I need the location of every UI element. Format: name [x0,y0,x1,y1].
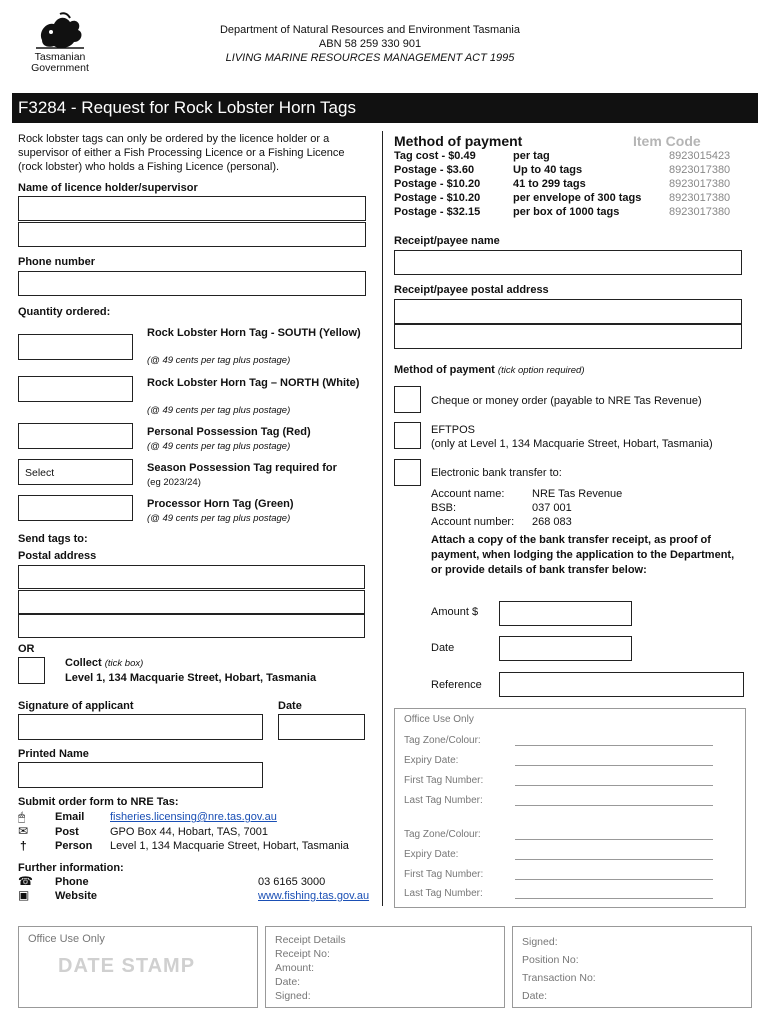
price-desc-4: per envelope of 300 tags [513,192,642,204]
tasmanian-government-logo [20,12,100,77]
price-label-2: Postage - $3.60 [394,164,475,176]
method-label: Method of payment [394,364,495,376]
signed-line: Transaction No: [522,972,596,984]
office-field-b-4: Last Tag Number: [404,888,483,899]
mouse-icon: 🖱 [18,810,26,824]
office-field-a-2: Expiry Date: [404,755,459,766]
option-cheque-label: Cheque or money order (payable to NRE Tas Revenue) [431,395,702,407]
postal-input-line-2[interactable] [18,590,365,614]
signature-date-input[interactable] [278,714,365,740]
receipt-line: Receipt No: [275,948,330,960]
tag-personal-note: (@ 49 cents per tag plus postage) [147,441,291,452]
qty-processor-input[interactable] [18,495,133,521]
signature-input[interactable] [18,714,263,740]
price-code-5: 8923017380 [669,206,731,218]
name-input-line-1[interactable] [18,196,366,221]
reference-input[interactable] [499,672,744,697]
printed-name-label: Printed Name [18,748,89,760]
office-line [515,745,713,746]
tag-processor-title: Processor Horn Tag (Green) [147,498,294,510]
amount-input[interactable] [499,601,632,626]
submit-label: Submit order form to NRE Tas: [18,796,179,808]
payee-name-label: Receipt/payee name [394,235,500,247]
gov-name-line-2: Government [31,62,89,74]
person-label: Person [55,840,93,852]
telephone-icon: ☎ [18,874,33,888]
payee-address-input-1[interactable] [394,299,742,324]
collect-address: Level 1, 134 Macquarie Street, Hobart, Tasmania [65,672,317,684]
email-label: Email [55,811,85,823]
tag-south-title: Rock Lobster Horn Tag - SOUTH (Yellow) [147,327,361,339]
act-name: LIVING MARINE RESOURCES MANAGEMENT ACT 1995 [225,52,515,64]
price-desc-5: per box of 1000 tags [513,206,620,218]
signature-date-label: Date [278,700,302,712]
transfer-date-input[interactable] [499,636,632,661]
season-select[interactable]: Select [18,459,133,485]
further-info-label: Further information: [18,862,124,874]
signed-details-list [522,933,596,1005]
option-bank-label: Electronic bank transfer to: [431,467,562,479]
price-label-5: Postage - $32.15 [394,206,481,218]
name-input-line-2[interactable] [18,222,366,247]
account-number-value: 268 083 [532,516,572,528]
column-divider [382,131,383,906]
option-eftpos-label: EFTPOS [431,424,476,436]
tag-season-note: (eg 2023/24) [147,477,201,488]
qty-south-input[interactable] [18,334,133,360]
transfer-date-label: Date [431,642,455,654]
tag-north-title: Rock Lobster Horn Tag – NORTH (White) [147,377,360,389]
office-use-title: Office Use Only [404,714,474,725]
send-tags-label: Send tags to: [18,533,88,545]
price-label-1: Tag cost - $0.49 [394,150,476,162]
price-desc-1: per tag [513,150,550,162]
office-line [515,785,713,786]
option-eftpos-note: (only at Level 1, 134 Macquarie Street, Hobart, Tasmania) [431,438,713,450]
tag-north-note: (@ 49 cents per tag plus postage) [147,405,291,416]
phone-info-value: 03 6165 3000 [258,876,326,888]
price-code-4: 8923017380 [669,192,731,204]
amount-label: Amount $ [431,606,479,618]
office-field-b-1: Tag Zone/Colour: [404,829,481,840]
office-line [515,805,713,806]
office-field-a-1: Tag Zone/Colour: [404,735,481,746]
postal-input-line-1[interactable] [18,565,365,589]
email-link[interactable]: fisheries.licensing@nre.tas.gov.au [110,811,277,823]
attach-note: Attach a copy of the bank transfer receipt, as proof of payment, when lodging the application to the Department, or provide details of bank transfer below: [431,534,735,576]
price-desc-2: Up to 40 tags [513,164,583,176]
payee-address-label: Receipt/payee postal address [394,284,549,296]
office-field-a-4: Last Tag Number: [404,795,483,806]
item-code-heading: Item Code [633,133,701,149]
name-label: Name of licence holder/supervisor [18,182,198,194]
intro-text: Rock lobster tags can only be ordered by the licence holder or a supervisor of either a Fish Processing Licence or a Fishing Licence (rock lobster) who holds a Fishing Licence (personal). [18,133,345,173]
quantity-label: Quantity ordered: [18,306,111,318]
phone-info-label: Phone [55,876,89,888]
eftpos-checkbox[interactable] [394,422,421,449]
qty-personal-input[interactable] [18,423,133,449]
receipt-line: Receipt Details [275,934,346,946]
office-field-b-2: Expiry Date: [404,849,459,860]
post-label: Post [55,826,79,838]
form-title: F3284 - Request for Rock Lobster Horn Tags [12,93,758,123]
price-code-2: 8923017380 [669,164,731,176]
office-field-a-3: First Tag Number: [404,775,484,786]
department-name: Department of Natural Resources and Environment Tasmania [219,24,520,36]
office-line [515,765,713,766]
gov-name-line-1: Tasmanian [34,51,86,63]
qty-north-input[interactable] [18,376,133,402]
bsb-value: 037 001 [532,502,572,514]
collect-checkbox[interactable] [18,657,45,684]
person-icon: † [20,839,27,853]
price-desc-3: 41 to 299 tags [513,178,586,190]
postal-input-line-3[interactable] [18,614,365,638]
account-name-label: Account name: [431,488,505,500]
reference-label: Reference [431,679,482,691]
or-label: OR [18,643,35,655]
office-field-b-3: First Tag Number: [404,869,484,880]
payment-heading: Method of payment [394,133,523,149]
envelope-icon: ✉ [18,824,29,838]
website-link[interactable]: www.fishing.tas.gov.au [258,890,370,902]
price-code-3: 8923017380 [669,178,731,190]
method-note: (tick option required) [497,365,585,376]
signed-line: Position No: [522,954,579,966]
person-value: Level 1, 134 Macquarie Street, Hobart, Tasmania [110,840,349,852]
tag-season-title: Season Possession Tag required for [147,462,337,474]
tag-south-note: (@ 49 cents per tag plus postage) [147,355,291,366]
account-number-label: Account number: [431,516,515,528]
receipt-line: Date: [275,976,301,988]
receipt-details-list [275,933,346,1003]
tag-processor-note: (@ 49 cents per tag plus postage) [147,513,291,524]
office-line [515,839,713,840]
abn-number: ABN 58 259 330 901 [318,38,422,50]
collect-note: (tick box) [104,658,144,669]
signed-line: Signed: [522,936,558,948]
post-value: GPO Box 44, Hobart, TAS, 7001 [110,826,268,838]
phone-input[interactable] [18,271,366,296]
bank-transfer-checkbox[interactable] [394,459,421,486]
office-line [515,879,713,880]
price-label-4: Postage - $10.20 [394,192,481,204]
signature-label: Signature of applicant [18,700,134,712]
bsb-label: BSB: [431,502,457,514]
footer-office-use: Office Use Only [28,933,105,945]
devil-emblem-icon [20,12,100,54]
printed-name-input[interactable] [18,762,263,788]
signed-line: Date: [522,990,548,1002]
computer-icon: ▣ [18,888,30,902]
website-label: Website [55,890,97,902]
office-line [515,898,713,899]
cheque-checkbox[interactable] [394,386,421,413]
date-stamp-watermark: DATE STAMP [58,955,196,977]
receipt-line: Amount: [275,962,315,974]
account-name-value: NRE Tas Revenue [532,488,623,500]
price-code-1: 8923015423 [669,150,731,162]
price-label-3: Postage - $10.20 [394,178,481,190]
office-line [515,859,713,860]
payee-name-input[interactable] [394,250,742,275]
phone-label: Phone number [18,256,96,268]
collect-label: Collect [65,657,102,669]
payee-address-input-2[interactable] [394,324,742,349]
receipt-line: Signed: [275,990,311,1002]
postal-address-label: Postal address [18,550,97,562]
tag-personal-title: Personal Possession Tag (Red) [147,426,311,438]
